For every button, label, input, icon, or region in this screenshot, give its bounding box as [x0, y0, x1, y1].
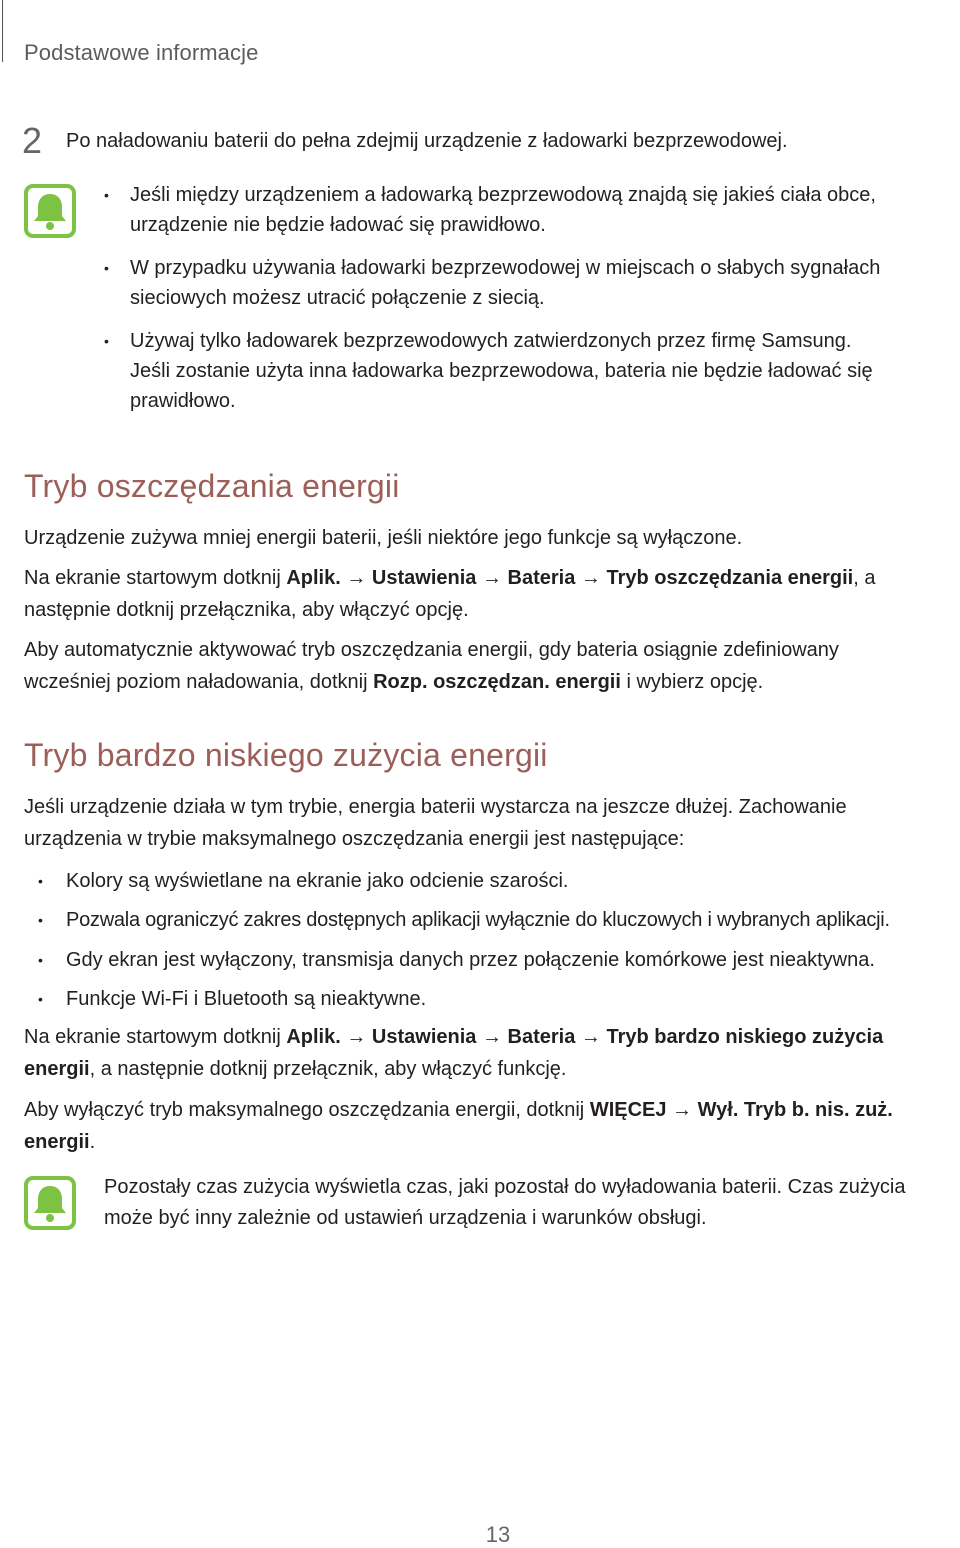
section-heading: Tryb bardzo niskiego zużycia energii: [24, 737, 548, 773]
paragraph: [24, 1094, 944, 1158]
paragraph-line: Aby automatycznie aktywować tryb oszczędzania energii, gdy bateria osiągnie zdefiniowany: [24, 639, 839, 661]
list-item: • Pozwala ograniczyć zakres dostępnych aplikacji wyłącznie do kluczowych i wybranych aplikacji.: [38, 905, 890, 935]
page-number: 13: [485, 1522, 511, 1547]
paragraph-line: Na ekranie startowym dotknij Aplik. → Ustawienia → Bateria → Tryb oszczędzania energii, a: [24, 567, 876, 589]
list-item: • Funkcje Wi-Fi i Bluetooth są nieaktywne.: [38, 984, 426, 1014]
note-bullet-line: urządzenie nie będzie ładować się prawidłowo.: [130, 214, 546, 236]
margin-line: [2, 0, 3, 62]
list-item: • Kolory są wyświetlane na ekranie jako odcienie szarości.: [38, 866, 568, 896]
note-bullet-line: Jeśli zostanie użyta inna ładowarka bezprzewodowa, bateria nie będzie ładować się: [130, 360, 873, 382]
paragraph-line: Aby wyłączyć tryb maksymalnego oszczędzania energii, dotknij WIĘCEJ → Wył. Tryb b. nis. zuż.: [24, 1099, 893, 1121]
section-title: Podstawowe informacje: [24, 40, 259, 65]
paragraph-line: Jeśli urządzenie działa w tym trybie, energia baterii wystarcza na jeszcze dłużej. Zachowanie: [24, 796, 847, 818]
paragraph: [24, 791, 944, 855]
list-item-text: Funkcje Wi-Fi i Bluetooth są nieaktywne.: [66, 988, 427, 1010]
paragraph-line: urządzenia w trybie maksymalnego oszczędzania energii jest następujące:: [24, 828, 685, 850]
note-bullet-line: prawidłowo.: [130, 390, 236, 412]
section-heading: Tryb oszczędzania energii: [24, 468, 400, 504]
paragraph-line: wcześniej poziom naładowania, dotknij Rozp. oszczędzan. energii i wybierz opcję.: [24, 671, 764, 693]
paragraph-line: Na ekranie startowym dotknij Aplik. → Ustawienia → Bateria → Tryb bardzo niskiego zużycia: [24, 1026, 884, 1048]
paragraph: [24, 634, 944, 698]
note-bullet-line: W przypadku używania ładowarki bezprzewodowej w miejscach o słabych sygnałach: [130, 257, 881, 279]
note-bullet-line: Używaj tylko ładowarek bezprzewodowych zatwierdzonych przez firmę Samsung.: [130, 330, 852, 352]
note-bullet-line: sieciowych możesz utracić połączenie z siecią.: [130, 287, 545, 309]
step-number: 2: [22, 120, 43, 161]
note-line: może być inny zależnie od ustawień urządzenia i warunków obsługi.: [104, 1207, 707, 1229]
list-item-text: Pozwala ograniczyć zakres dostępnych aplikacji wyłącznie do kluczowych i wybranych aplikacji.: [66, 909, 890, 931]
notification-bell-icon: [24, 1176, 76, 1230]
paragraph-line: energii.: [24, 1131, 96, 1153]
paragraph-line: Urządzenie zużywa mniej energii baterii, jeśli niektóre jego funkcje są wyłączone.: [24, 527, 743, 549]
note-bullet: • Jeśli między urządzeniem a ładowarką bezprzewodową znajdą się jakieś ciała obce, urządzenie nie będzie ładować się prawidłowo.: [104, 180, 944, 240]
step-text: Po naładowaniu baterii do pełna zdejmij urządzenie z ładowarki bezprzewodowej.: [66, 130, 788, 152]
note-bullet-line: Jeśli między urządzeniem a ładowarką bezprzewodową znajdą się jakieś ciała obce,: [130, 184, 876, 206]
paragraph-line: następnie dotknij przełącznika, aby włączyć opcję.: [24, 599, 469, 621]
note-bullet: • Używaj tylko ładowarek bezprzewodowych zatwierdzonych przez firmę Samsung. Jeśli zostanie użyta inna ładowarka bezprzewodowa, bateria nie będzie ładować się prawidłowo.: [104, 326, 944, 416]
paragraph: [24, 562, 944, 626]
paragraph-line: energii, a następnie dotknij przełącznik, aby włączyć funkcję.: [24, 1058, 567, 1080]
list-item: • Gdy ekran jest wyłączony, transmisja danych przez połączenie komórkowe jest nieaktywna.: [38, 945, 875, 975]
note-bullet: • W przypadku używania ładowarki bezprzewodowej w miejscach o słabych sygnałach sieciowych możesz utracić połączenie z siecią.: [104, 253, 944, 313]
notification-bell-icon: [24, 184, 76, 238]
list-item-text: Kolory są wyświetlane na ekranie jako odcienie szarości.: [66, 870, 569, 892]
paragraph: [24, 522, 944, 554]
note-text: [104, 1172, 944, 1234]
note-line: Pozostały czas zużycia wyświetla czas, jaki pozostał do wyładowania baterii. Czas zużycia: [104, 1176, 906, 1198]
paragraph: [24, 1021, 944, 1085]
list-item-text: Gdy ekran jest wyłączony, transmisja danych przez połączenie komórkowe jest nieaktywna.: [66, 949, 875, 971]
